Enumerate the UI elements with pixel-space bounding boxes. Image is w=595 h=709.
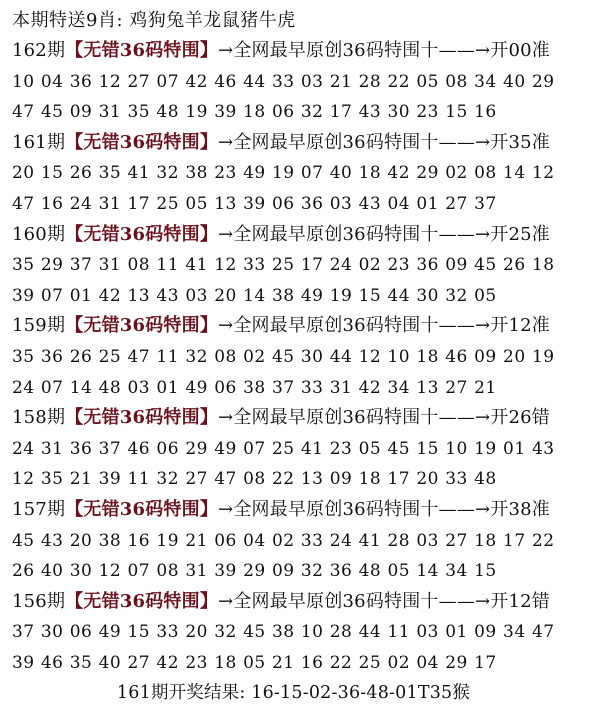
number-row-1: 10 04 36 12 27 07 42 46 44 33 03 21 28 22 05 08 34 40 29	[12, 71, 555, 92]
entry-description: →全网最早原创36码特围十——→开35准	[218, 131, 551, 153]
number-row-1: 45 43 20 38 16 19 21 06 04 02 33 24 41 28 03 27 18 17 22	[12, 530, 555, 551]
entry-156	[12, 587, 595, 679]
entry-description: →全网最早原创36码特围十——→开26错	[218, 407, 551, 429]
entry-title	[12, 128, 595, 159]
entry-period: 162期	[12, 40, 66, 61]
entry-period: 157期	[12, 498, 66, 520]
number-row-2: 39 46 35 40 27 42 23 18 05 21 16 22 25 02 04 29 17	[12, 652, 497, 673]
entry-period: 158期	[12, 407, 66, 429]
number-row-1: 20 15 26 35 41 32 38 23 49 19 07 40 18 42 29 02 08 14 12	[12, 163, 555, 184]
number-row-1: 35 29 37 31 08 11 41 12 33 25 17 24 02 23 36 09 45 26 18	[12, 255, 555, 276]
entry-160	[12, 220, 595, 312]
entry-description: →全网最早原创36码特围十——→开12错	[218, 590, 551, 612]
entry-159	[12, 311, 595, 403]
header-line: 本期特送9肖: 鸡狗兔羊龙鼠猪牛虎	[12, 10, 296, 31]
number-row-2: 26 40 30 12 07 08 31 39 29 09 32 36 48 05 14 34 15	[12, 561, 497, 582]
entry-badge: 【无错36码特围】	[65, 131, 219, 153]
entry-158	[12, 403, 595, 495]
number-row-2: 12 35 21 39 11 32 27 47 08 22 13 09 18 17 20 33 48	[12, 469, 497, 490]
entry-title	[12, 587, 595, 618]
entry-badge: 【无错36码特围】	[65, 223, 219, 245]
number-row-1: 37 30 06 49 15 33 20 32 45 38 10 28 44 11 03 01 09 34 47	[12, 622, 555, 643]
entry-description: →全网最早原创36码特围十——→开12准	[218, 315, 551, 337]
entry-badge: 【无错36码特围】	[65, 407, 219, 429]
number-row-2: 47 45 09 31 35 48 19 39 18 06 32 17 43 30 23 15 16	[12, 102, 497, 123]
entry-period: 156期	[12, 590, 66, 612]
entry-badge: 【无错36码特围】	[65, 40, 219, 61]
number-row-1: 35 36 26 25 47 11 32 08 02 45 30 44 12 10 18 46 09 20 19	[12, 346, 555, 367]
entry-description: →全网最早原创36码特围十——→开38准	[218, 498, 551, 520]
number-row-2: 47 16 24 31 17 25 05 13 39 06 36 03 43 04 01 27 37	[12, 193, 497, 214]
entry-title	[12, 36, 595, 67]
footer-result-line: 161期开奖结果: 16-15-02-36-48-01T35猴	[116, 683, 471, 704]
entry-161	[12, 128, 595, 220]
entry-badge: 【无错36码特围】	[65, 498, 219, 520]
entry-title	[12, 220, 595, 251]
number-row-2: 39 07 01 42 13 43 03 20 14 38 49 19 15 44 30 32 05	[12, 285, 497, 306]
entry-period: 161期	[12, 131, 66, 153]
entry-157	[12, 495, 595, 587]
number-row-1: 24 31 36 37 46 06 29 49 07 25 41 23 05 45 15 10 19 01 43	[12, 438, 555, 459]
entry-title	[12, 311, 595, 342]
entry-title	[12, 495, 595, 526]
entry-period: 159期	[12, 315, 66, 337]
entry-162	[12, 36, 595, 128]
entry-description: →全网最早原创36码特围十——→开00准	[218, 40, 551, 61]
entry-badge: 【无错36码特围】	[65, 590, 219, 612]
entry-badge: 【无错36码特围】	[65, 315, 219, 337]
number-row-2: 24 07 14 48 03 01 49 06 38 37 33 31 42 34 13 27 21	[12, 377, 497, 398]
entry-description: →全网最早原创36码特围十——→开25准	[218, 223, 551, 245]
entry-title	[12, 403, 595, 434]
entry-period: 160期	[12, 223, 66, 245]
